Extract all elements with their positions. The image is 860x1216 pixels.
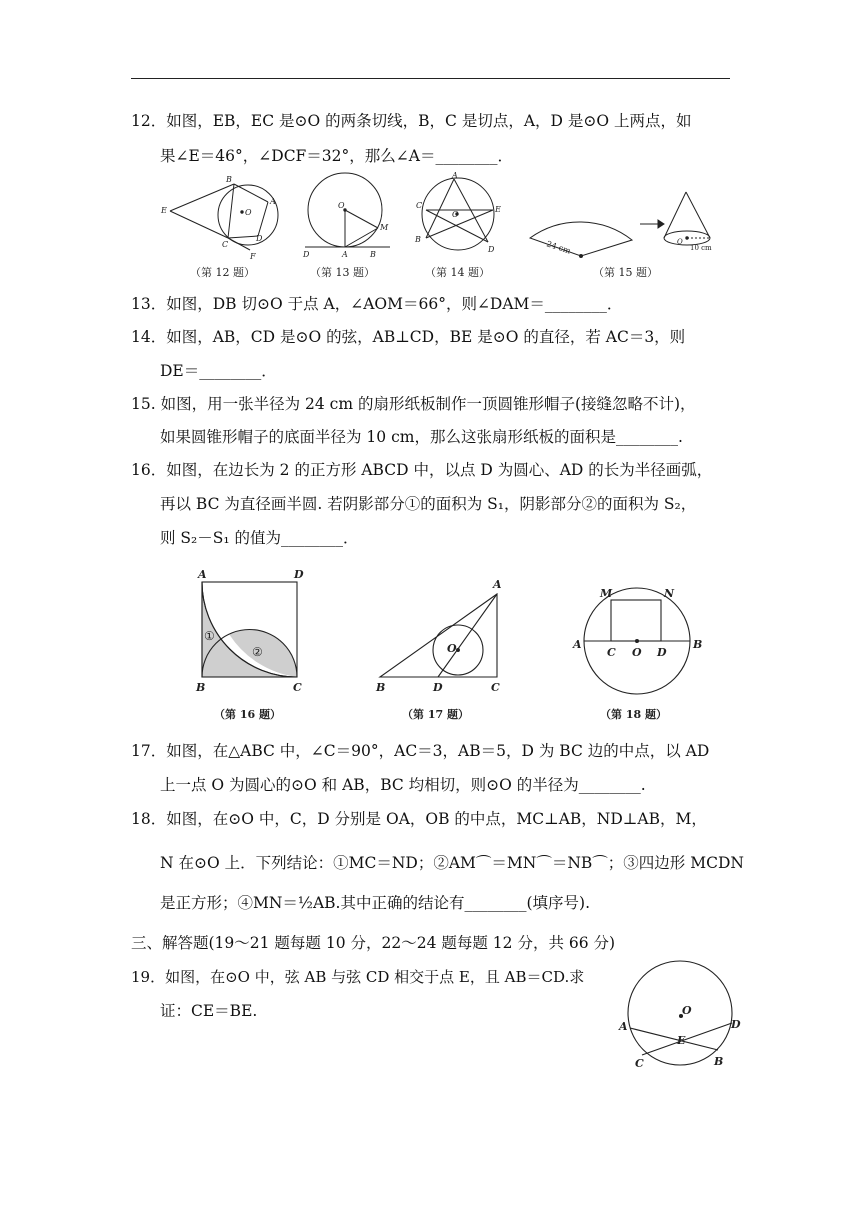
svg-text:C: C [635, 1057, 644, 1070]
svg-text:C: C [293, 681, 302, 694]
svg-text:O: O [447, 642, 457, 655]
section-3-heading: 三、解答题(19～21 题每题 10 分，22～24 题每题 12 分，共 66 分) [131, 934, 616, 952]
svg-text:C: C [416, 201, 423, 210]
q19-line1: 19．如图，在⊙O 中，弦 AB 与弦 CD 相交于点 E，且 AB＝CD.求 [131, 968, 585, 986]
svg-text:A: A [573, 638, 582, 651]
svg-text:O: O [245, 208, 252, 217]
q16-line2: 再以 BC 为直径画半圆. 若阴影部分①的面积为 S₁，阴影部分②的面积为 S₂， [160, 495, 697, 513]
figure-13 [302, 173, 390, 259]
svg-text:B: B [370, 250, 376, 259]
svg-text:C: C [491, 681, 500, 694]
q16-line1: 16．如图，在边长为 2 的正方形 ABCD 中，以点 D 为圆心、AD 的长为半径画弧， [131, 461, 713, 479]
svg-text:O: O [632, 646, 642, 659]
header-rule [131, 78, 730, 79]
svg-text:D: D [303, 250, 310, 259]
q18-line1: 18．如图，在⊙O 中，C，D 分别是 OA，OB 的中点，MC⊥AB，ND⊥AB，M， [131, 810, 707, 828]
svg-text:E: E [161, 206, 167, 215]
figure-row-2 [180, 562, 720, 727]
svg-text:D: D [657, 646, 667, 659]
figure-14 [414, 171, 501, 254]
svg-text:F: F [250, 252, 256, 261]
svg-text:N: N [664, 587, 675, 600]
q14-line2: DE＝________． [160, 362, 277, 380]
q12-line2: 果∠E＝46°，∠DCF＝32°，那么∠A＝________． [160, 147, 513, 165]
svg-text:O: O [677, 238, 683, 246]
svg-text:D: D [731, 1018, 741, 1031]
svg-text:O: O [452, 210, 459, 219]
q14-line1: 14．如图，AB，CD 是⊙O 的弦，AB⊥CD，BE 是⊙O 的直径，若 AC＝3，则 [131, 328, 686, 346]
figure-15 [530, 192, 712, 258]
q12-line1: 12．如图，EB，EC 是⊙O 的两条切线，B，C 是切点，A，D 是⊙O 上两点，如 [131, 112, 692, 130]
figure-16 [195, 568, 304, 694]
caption-14: （第 14 题） [425, 266, 490, 279]
q15-line1: 15. 如图，用一张半径为 24 cm 的扇形纸板制作一顶圆锥形帽子(接缝忽略不计)， [131, 395, 696, 413]
caption-12: （第 12 题） [190, 266, 255, 279]
svg-text:A: A [198, 568, 207, 581]
svg-text:O: O [682, 1004, 692, 1017]
svg-text:D: D [256, 234, 263, 243]
svg-text:O: O [338, 201, 345, 210]
figure-19 [612, 958, 742, 1076]
svg-text:B: B [196, 681, 206, 694]
svg-text:B: B [714, 1055, 724, 1068]
svg-text:D: D [488, 245, 495, 254]
svg-text:B: B [415, 235, 421, 244]
label-24cm: 24 cm [545, 239, 572, 256]
svg-text:A: A [452, 171, 458, 180]
svg-text:M: M [600, 587, 613, 600]
svg-text:B: B [226, 175, 232, 184]
svg-text:A: A [342, 250, 348, 259]
q18-line3: 是正方形；④MN＝½AB.其中正确的结论有________(填序号). [160, 894, 590, 912]
svg-text:D: D [294, 568, 304, 581]
svg-text:B: B [693, 638, 703, 651]
svg-text:B: B [376, 681, 386, 694]
figure-12 [160, 175, 278, 261]
svg-text:M: M [380, 223, 389, 232]
caption-16: （第 16 题） [214, 708, 281, 721]
svg-text:C: C [607, 646, 616, 659]
svg-text:C: C [222, 240, 229, 249]
svg-text:A: A [270, 197, 276, 206]
figure-row-1 [150, 168, 730, 286]
mark-1: ① [204, 629, 215, 643]
svg-text:D: D [433, 681, 443, 694]
caption-13: （第 13 题） [310, 266, 375, 279]
q16-line3: 则 S₂－S₁ 的值为________． [160, 529, 359, 547]
svg-text:A: A [493, 578, 502, 591]
q18-line2: N 在⊙O 上．下列结论：①MC＝ND；②AM⌒＝MN⌒＝NB⌒；③四边形 MCDN [160, 854, 744, 872]
q13: 13．如图，DB 切⊙O 于点 A，∠AOM＝66°，则∠DAM＝________． [131, 295, 623, 313]
q15-line2: 如果圆锥形帽子的底面半径为 10 cm，那么这张扇形纸板的面积是________. [160, 428, 683, 446]
caption-15: （第 15 题） [593, 266, 658, 279]
figure-18 [572, 587, 702, 694]
svg-text:A: A [619, 1020, 628, 1033]
svg-text:E: E [495, 205, 501, 214]
caption-17: （第 17 题） [402, 708, 469, 721]
caption-18: （第 18 题） [600, 708, 667, 721]
mark-2: ② [252, 645, 263, 659]
svg-text:E: E [677, 1034, 686, 1047]
q17-line2: 上一点 O 为圆心的⊙O 和 AB，BC 均相切，则⊙O 的半径为________. [160, 776, 646, 794]
label-10cm: 10 cm [690, 244, 712, 252]
figure-17 [375, 578, 502, 694]
q19-line2: 证：CE＝BE. [160, 1002, 258, 1020]
q17-line1: 17．如图，在△ABC 中，∠C＝90°，AC＝3，AB＝5，D 为 BC 边的中点，以 AD [131, 742, 710, 760]
